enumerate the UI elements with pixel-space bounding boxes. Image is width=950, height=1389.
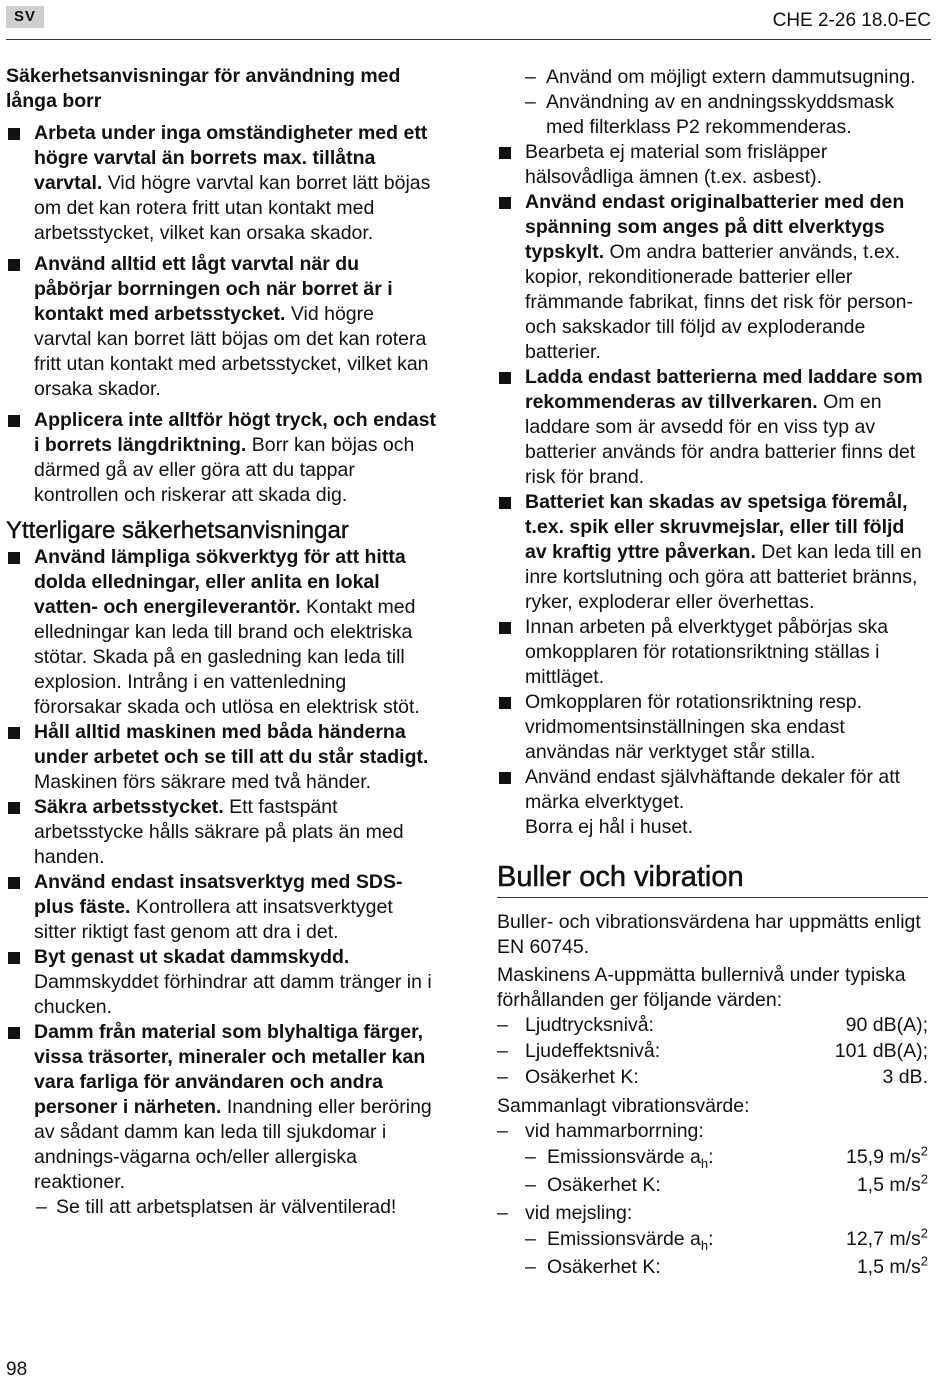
safety-bullet [6,945,436,1020]
bullet-square-icon [499,697,511,709]
bullet-square-icon [8,877,20,889]
dash-marker: – [525,1146,536,1168]
bullet-bold-text: Håll alltid maskinen med båda händerna under arbetet och se till att du står stadigt. [34,721,429,768]
dash-marker: – [497,1120,508,1142]
dash-marker: – [497,1014,508,1036]
safety-bullet [6,720,436,795]
safety-bullet [6,252,436,402]
left-column [6,64,436,1220]
vibration-value: 12,7 $m/s^2$ [845,1225,928,1250]
bullet-bold-text: Använd endast originalbatterier med den spänning som anges på ditt elverktygs typskylt. [525,191,905,263]
noise-intro: Buller- och vibrationsvärdena har uppmätts enligt EN 60745. [497,911,921,958]
dash-marker: – [525,1228,536,1250]
bullet-bold-text: Använd lämpliga sökverktyg för att hitta dolda elledningar, eller anlita en lokal vatten- och energileverantör. [34,546,406,618]
bullet-square-icon [8,552,20,564]
bullet-text: Dammskyddet förhindrar att damm tränger in i chucken. [34,971,432,1018]
long-bits-heading: Säkerhetsanvisningar för användning med långa borr [6,65,401,112]
dash-marker: – [497,1066,508,1088]
safety-bullet [497,690,928,765]
bullet-text: Innan arbeten på elverktyget påbörjas ska omkopplaren för rotationsriktning ställas i mittläget. [525,616,889,688]
bullet-text: Bearbeta ej material som frisläpper hälsovådliga ämnen (t.ex. asbest). [525,141,828,188]
noise-level-intro: Maskinens A-uppmätta bullernivå under typiska förhållanden ger följande värden: [497,964,906,1011]
dash-marker: – [525,91,536,113]
safety-bullet [6,795,436,870]
vibration-row [497,1227,928,1255]
safety-bullet [497,365,928,490]
bullet-bold-text: Applicera inte alltför högt tryck, och endast i borrets längdriktning. [34,409,436,456]
bullet-text: Omkopplaren för rotationsriktning resp. vridmomentsinställningen ska endast användas när verktyget står stilla. [525,691,863,763]
vibration-value: 1,5 $m/s^2$ [856,1253,928,1278]
bullet-square-icon [499,497,511,509]
right-column [497,65,928,1283]
vibration-value: 1,5 $m/s^2$ [856,1171,928,1196]
bullet-square-icon [8,952,20,964]
noise-vibration-heading: Buller och vibration [497,861,744,893]
bullet-bold-text: Batteriet kan skadas av spetsiga föremål, t.ex. spik eller skruvmejslar, eller till följd av kraftig yttre påverkan. [525,491,908,563]
safety-bullet [497,190,928,365]
dash-marker: – [525,1256,536,1278]
dash-marker: – [525,66,536,88]
bullet-text: Om en laddare som är avsedd för en viss typ av batterier används för andra batterier finns det risk för brand. [525,391,916,488]
page-number: 98 [6,1359,28,1380]
vibration-intro: Sammanlagt vibrationsvärde: [497,1095,750,1117]
noise-row [497,1013,928,1039]
bullet-text: Vid högre varvtal kan borret lätt böjas om det kan rotera fritt utan kontakt med arbetsstycket, vilket kan orsaka skador. [34,303,429,400]
safety-bullet [6,408,436,508]
dash-marker: – [497,1202,508,1224]
additional-safety-heading: Ytterligare säkerhetsanvisningar [6,517,349,544]
vibration-label: Osäkerhet K: [547,1256,661,1278]
bullet-square-icon [499,147,511,159]
dash-text: Se till att arbetsplatsen är välventilerad! [56,1196,397,1218]
vibration-row [497,1173,928,1201]
bullet-bold-text: Damm från material som blyhaltiga färger, vissa träsorter, mineraler och metaller kan vara farliga för användaren och andra personer i närheten. [34,1021,426,1118]
bullet-square-icon [8,802,20,814]
document-code: CHE 2-26 18.0-EC [772,10,931,31]
no-holes-note: Borra ej hål i huset. [525,816,694,838]
bullet-square-icon [499,772,511,784]
noise-label: Ljudtrycksnivå: [525,1014,654,1036]
bullet-square-icon [499,197,511,209]
dash-marker: – [525,1174,536,1196]
safety-bullet [497,765,928,815]
noise-heading-divider [497,897,928,898]
dust-dash-item [6,1195,436,1220]
safety-bullet [497,490,928,615]
noise-value: 101 dB(A); [834,1040,928,1062]
noise-label: Osäkerhet K: [525,1066,639,1088]
bullet-text: Inandning eller beröring av sådant damm kan leda till sjukdomar i andnings-vägarna och/eller allergiska reaktioner. [34,1096,432,1193]
safety-bullet [6,121,436,246]
bullet-text: Kontrollera att insatsverktyget sitter riktigt fast genom att dra i det. [34,896,393,943]
safety-bullet [6,1020,436,1195]
dash-marker: – [497,1040,508,1062]
vibration-row [497,1145,928,1173]
bullet-bold-text: Ladda endast batterierna med laddare som rekommenderas av tillverkaren. [525,366,923,413]
vibration-value: 15,9 $m/s^2$ [845,1143,928,1168]
bullet-square-icon [8,128,20,140]
vibration-row [497,1255,928,1283]
bullet-square-icon [8,415,20,427]
dash-text: Användning av en andningsskyddsmask med filterklass P2 rekommenderas. [546,91,894,138]
safety-bullet [6,870,436,945]
dash-text: Använd om möjligt extern dammutsugning. [546,66,916,88]
noise-label: Ljudeffektsnivå: [525,1040,661,1062]
bullet-text: Om andra batterier används, t.ex. kopior, rekonditionerade batterier eller främmande fabrikat, finns det risk för person- och sakskador till följd av exploderande batterier. [525,241,913,363]
safety-bullet [497,615,928,690]
vibration-label: Emissionsvärde $a_h$: [547,1146,714,1171]
chiseling-label: vid mejsling: [525,1202,633,1224]
bullet-text: Borr kan böjas och därmed gå av eller göra att du tappar kontrollen och riskerar att skada dig. [34,434,415,506]
noise-row [497,1065,928,1091]
dust-dash-item [497,65,928,90]
dash-marker: – [36,1196,47,1218]
safety-bullet [497,140,928,190]
bullet-text: Maskinen förs säkrare med två händer. [34,771,372,793]
safety-bullet [6,545,436,720]
bullet-text: Använd endast självhäftande dekaler för att märka elverktyget. [525,766,901,813]
bullet-text: Vid högre varvtal kan borret lätt böjas om det kan rotera fritt utan kontakt med arbetsstycket, vilket kan orsaka skador. [34,172,431,244]
bullet-square-icon [499,372,511,384]
hammer-drilling-label: vid hammarborrning: [525,1120,704,1142]
hammer-drilling-row [497,1119,928,1145]
bullet-square-icon [8,1027,20,1039]
bullet-bold-text: Använd endast insatsverktyg med SDS-plus fäste. [34,871,403,918]
vibration-label: Osäkerhet K: [547,1174,661,1196]
noise-row [497,1039,928,1065]
bullet-text: Kontakt med elledningar kan leda till brand och elektriska stötar. Skada på en gasledning kan leda till explosion. Intrång i en vattenledning förorsakar skada och utlösa en elektrisk stöt. [34,596,420,718]
chiseling-row [497,1201,928,1227]
bullet-text: Ett fastspänt arbetsstycke hålls säkrare på plats än med handen. [34,796,404,868]
bullet-square-icon [499,622,511,634]
language-badge: SV [6,6,44,28]
bullet-square-icon [8,727,20,739]
bullet-bold-text: Byt genast ut skadat dammskydd. [34,946,350,968]
dust-dash-item [497,90,928,140]
vibration-label: Emissionsvärde $a_h$: [547,1228,714,1253]
noise-value: 3 dB. [882,1066,928,1088]
bullet-text: Det kan leda till en inre kortslutning och göra att batteriet bränns, ryker, exploderar eller överhettas. [525,541,922,613]
header-divider [6,39,931,40]
bullet-bold-text: Säkra arbetsstycket. [34,796,224,818]
bullet-square-icon [8,259,20,271]
noise-value: 90 dB(A); [845,1014,928,1036]
bullet-bold-text: Arbeta under inga omständigheter med ett högre varvtal än borrets max. tillåtna varvtal. [34,122,428,194]
bullet-bold-text: Använd alltid ett lågt varvtal när du påbörjar borrningen och när borret är i kontakt med arbetsstycket. [34,253,393,325]
